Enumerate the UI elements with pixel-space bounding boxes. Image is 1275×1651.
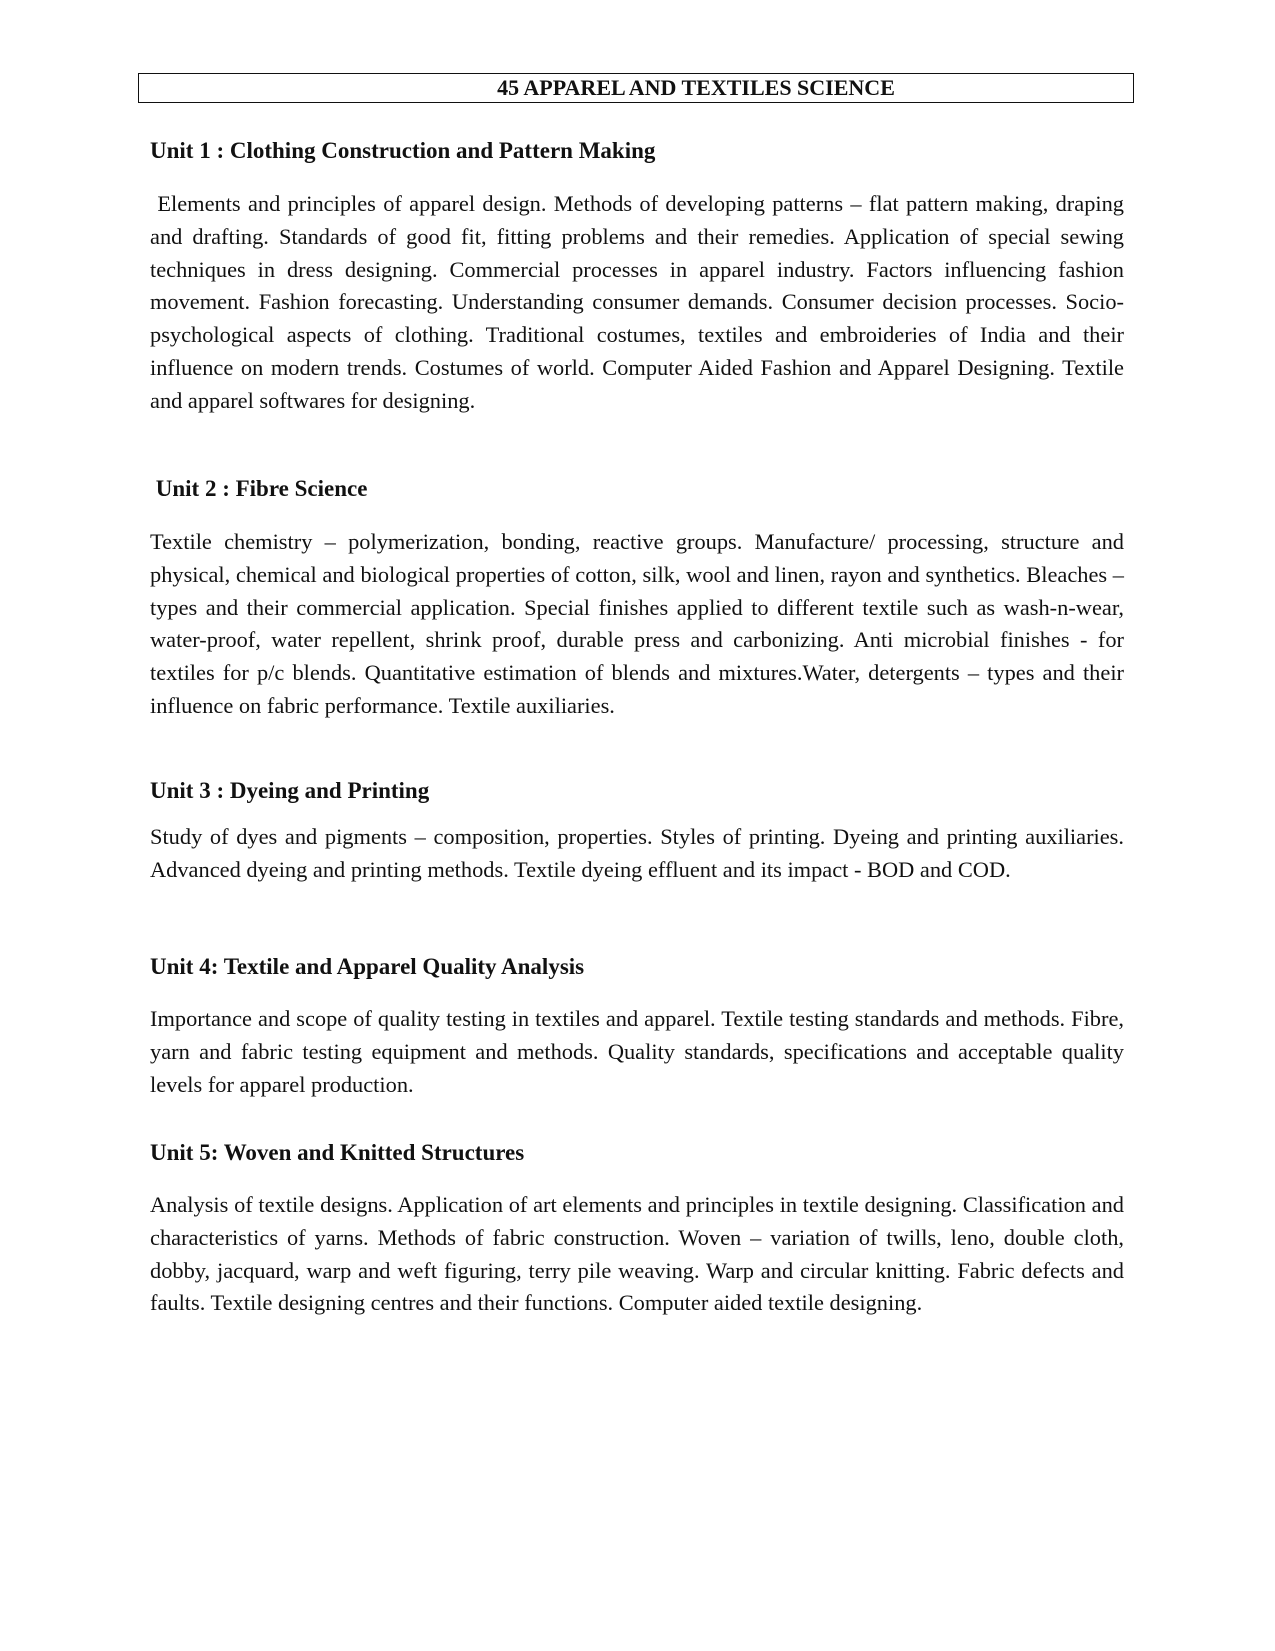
unit-5-body: Analysis of textile designs. Application of art elements and principles in textile designing. Classification and characteristics of yarns. Methods of fabric construction. Woven – variation of twills, leno, double cloth, dobby, jacquard, warp and weft figuring, terry pile weaving. Warp and circular knitting. Fabric defects and faults. Textile designing centres and their functions. Computer aided textile designing. bbox=[150, 1192, 1124, 1316]
document-title: 45 APPAREL AND TEXTILES SCIENCE bbox=[497, 75, 895, 100]
unit-3-body: Study of dyes and pigments – composition, properties. Styles of printing. Dyeing and printing auxiliaries. Advanced dyeing and printing methods. Textile dyeing effluent and its impact - BOD and COD. bbox=[150, 824, 1124, 882]
unit-4-heading: Unit 4: Textile and Apparel Quality Analysis bbox=[150, 954, 585, 979]
title-box bbox=[138, 73, 1134, 103]
unit-1-body: Elements and principles of apparel design. Methods of developing patterns – flat pattern making, draping and drafting. Standards of good fit, fitting problems and their remedies. Application of special sewing techniques in dress designing. Commercial processes in apparel industry. Factors influencing fashion movement. Fashion forecasting. Understanding consumer demands. Consumer decision processes. Socio-psychological aspects of clothing. Traditional costumes, textiles and embroideries of India and their influence on modern trends. Costumes of world. Computer Aided Fashion and Apparel Designing. Textile and apparel softwares for designing. bbox=[150, 191, 1130, 413]
unit-2-heading: Unit 2 : Fibre Science bbox=[150, 476, 368, 501]
unit-2-body: Textile chemistry – polymerization, bonding, reactive groups. Manufacture/ processing, structure and physical, chemical and biological properties of cotton, silk, wool and linen, rayon and synthetics. Bleaches –types and their commercial application. Special finishes applied to different textile such as wash-n-wear, water-proof, water repellent, shrink proof, durable press and carbonizing. Anti microbial finishes - for textiles for p/c blends. Quantitative estimation of blends and mixtures.Water, detergents – types and their influence on fabric performance. Textile auxiliaries. bbox=[150, 529, 1124, 718]
unit-4-body: Importance and scope of quality testing in textiles and apparel. Textile testing standards and methods. Fibre, yarn and fabric testing equipment and methods. Quality standards, specifications and acceptable quality levels for apparel production. bbox=[150, 1006, 1124, 1097]
unit-1-heading: Unit 1 : Clothing Construction and Pattern Making bbox=[150, 138, 656, 163]
unit-3-heading: Unit 3 : Dyeing and Printing bbox=[150, 778, 430, 803]
unit-5-heading: Unit 5: Woven and Knitted Structures bbox=[150, 1140, 525, 1165]
